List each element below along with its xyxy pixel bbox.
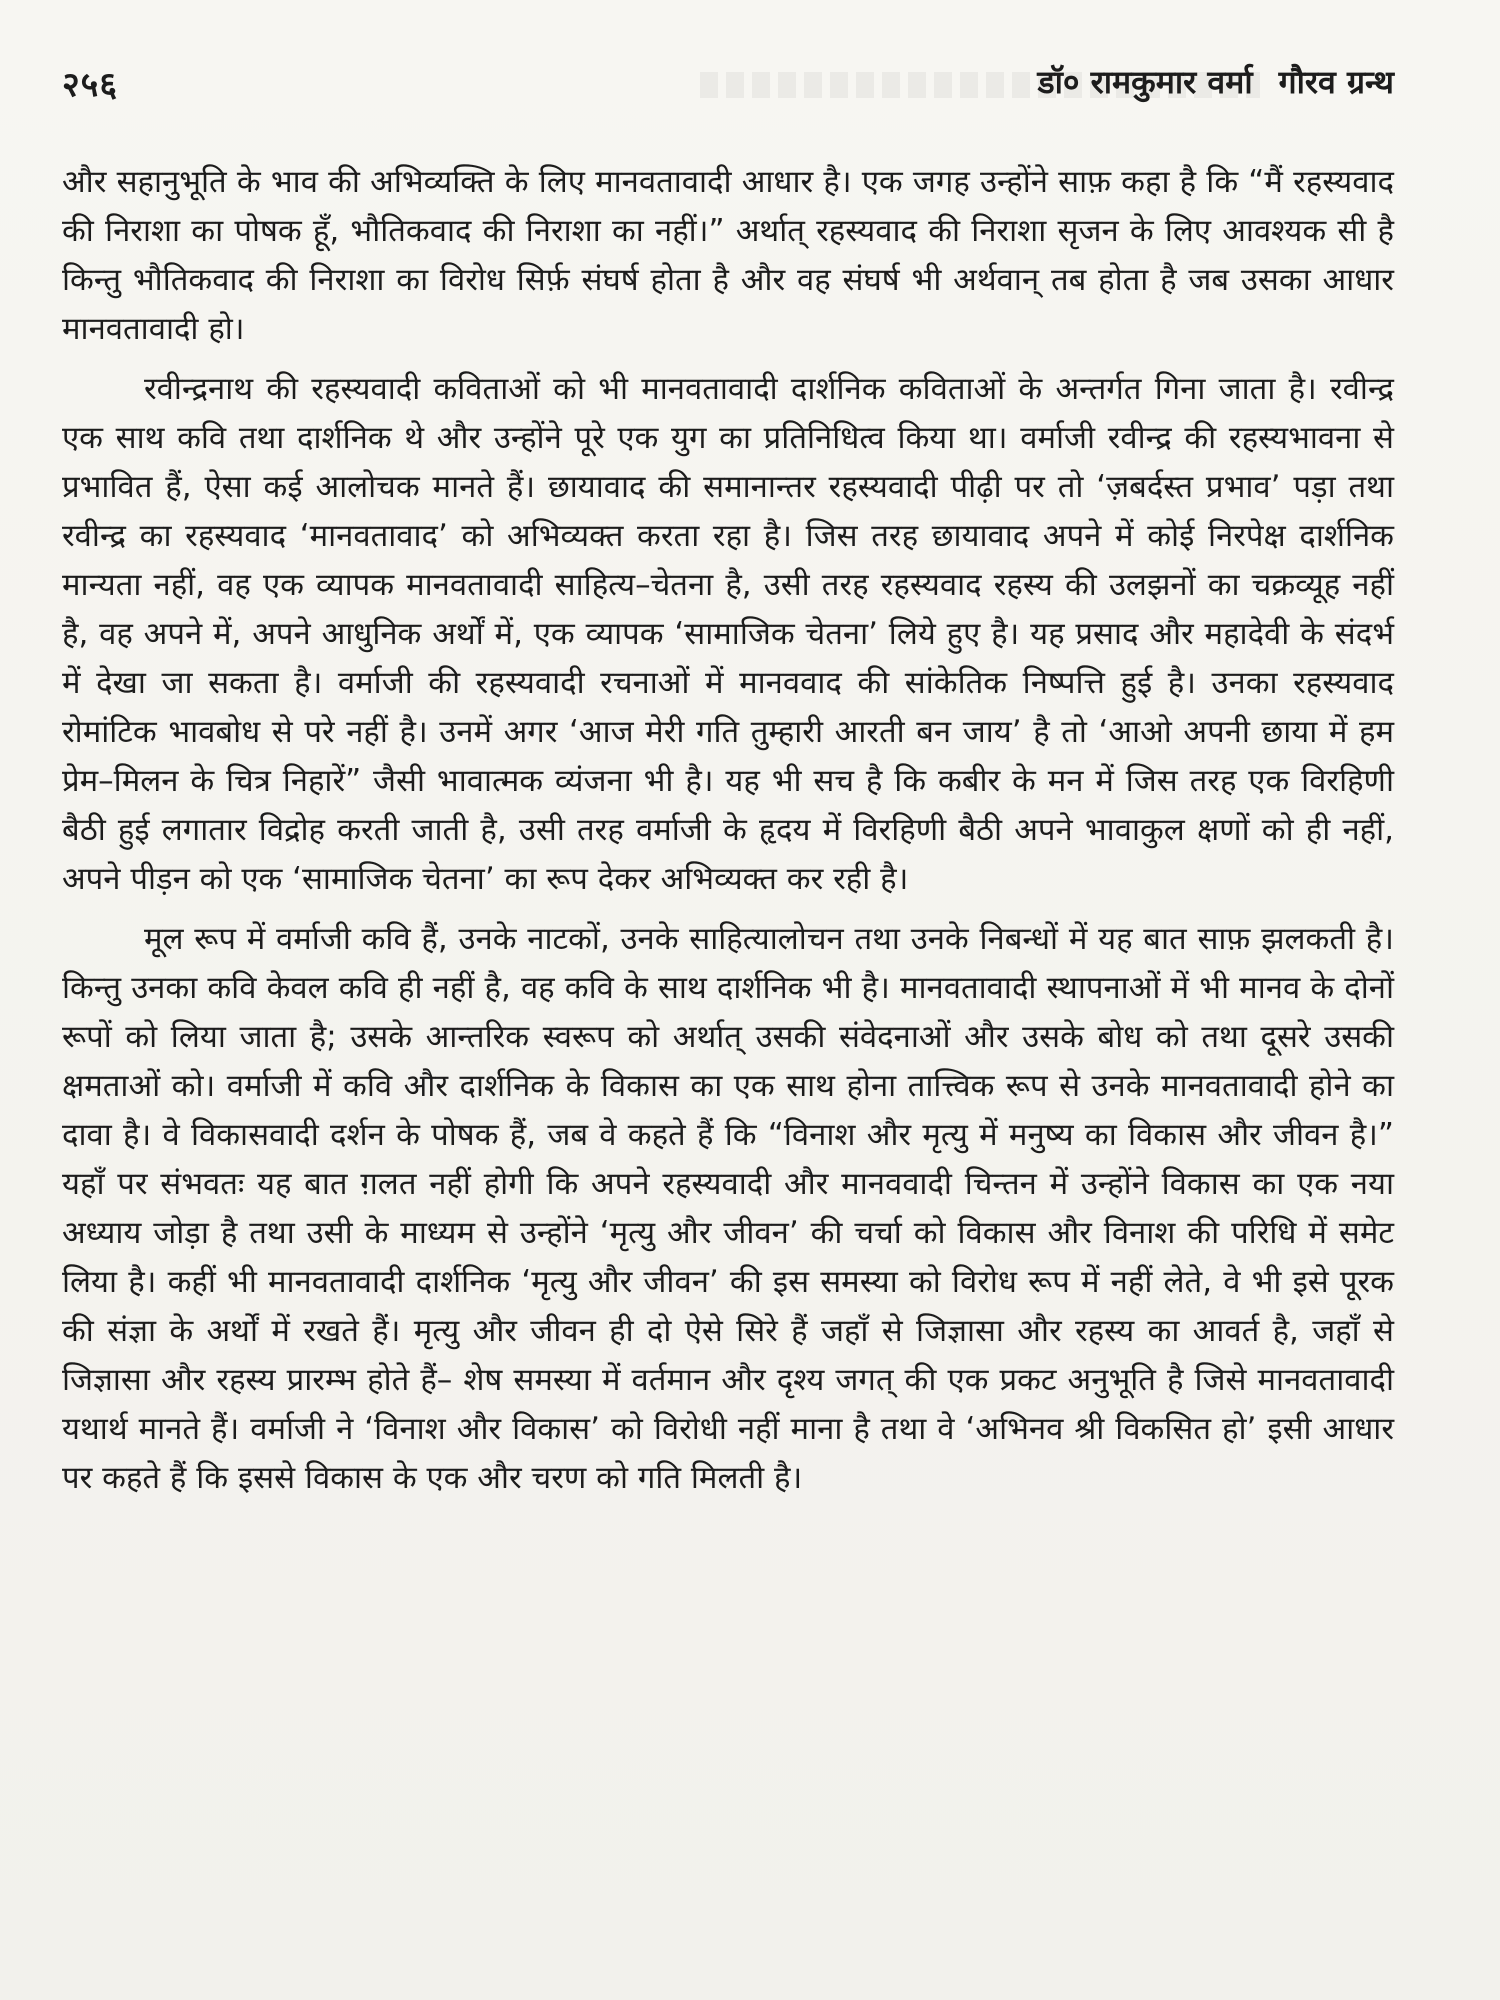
book-title: डॉ० रामकुमार वर्मा bbox=[1037, 63, 1253, 101]
paragraph-2: रवीन्द्रनाथ की रहस्यवादी कविताओं को भी मानवतावादी दार्शनिक कविताओं के अन्तर्गत गिना जाता है। रवीन्द्र एक साथ कवि तथा दार्शनिक थे और उन्होंने पूरे एक युग का प्रतिनिधित्व किया था। वर्माजी रवीन्द्र की रहस्यभावना से प्रभावित हैं, ऐसा कई आलोचक मानते हैं। छायावाद की समानान्तर रहस्यवादी पीढ़ी पर तो ‘ज़बर्दस्त प्रभाव’ पड़ा तथा रवीन्द्र का रहस्यवाद ‘मानवतावाद’ को अभिव्यक्त करता रहा है। जिस तरह छायावाद अपने में कोई निरपेक्ष दार्शनिक मान्यता नहीं, वह एक व्यापक मानवतावादी साहित्य–चेतना है, उसी तरह रहस्यवाद रहस्य की उलझनों का चक्रव्यूह नहीं है, वह अपने में, अपने आधुनिक अर्थों में, एक व्यापक ‘सामाजिक चेतना’ लिये हुए है। यह प्रसाद और महादेवी के संदर्भ में देखा जा सकता है। वर्माजी की रहस्यवादी रचनाओं में मानववाद की सांकेतिक निष्पत्ति हुई है। उनका रहस्यवाद रोमांटिक भावबोध से परे नहीं है। उनमें अगर ‘आज मेरी गति तुम्हारी आरती बन जाय’ है तो ‘आओ अपनी छाया में हम प्रेम–मिलन के चित्र निहारें” जैसी भावात्मक व्यंजना भी है। यह भी सच है कि कबीर के मन में जिस तरह एक विरहिणी बैठी हुई लगातार विद्रोह करती जाती है, उसी तरह वर्माजी के हृदय में विरहिणी बैठी अपने भावाकुल क्षणों को ही नहीं, अपने पीड़न को एक ‘सामाजिक चेतना’ का रूप देकर अभिव्यक्त कर रही है। bbox=[62, 371, 1394, 897]
paragraph-3: मूल रूप में वर्माजी कवि हैं, उनके नाटकों, उनके साहित्यालोचन तथा उनके निबन्धों में यह बात साफ़ झलकती है। किन्तु उनका कवि केवल कवि ही नहीं है, वह कवि के साथ दार्शनिक भी है। मानवतावादी स्थापनाओं में भी मानव के दोनों रूपों को लिया जाता है; उसके आन्तरिक स्वरूप को अर्थात् उसकी संवेदनाओं और उसके बोध को तथा दूसरे उसकी क्षमताओं को। वर्माजी में कवि और दार्शनिक के विकास का एक साथ होना तात्त्विक रूप से उनके मानवतावादी होने का दावा है। वे विकासवादी दर्शन के पोषक हैं, जब वे कहते हैं कि “विनाश और मृत्यु में मनुष्य का विकास और जीवन है।” यहाँ पर संभवतः यह बात ग़लत नहीं होगी कि अपने रहस्यवादी और मानववादी चिन्तन में उन्होंने विकास का एक नया अध्याय जोड़ा है तथा उसी के माध्यम से उन्होंने ‘मृत्यु और जीवन’ की चर्चा को विकास और विनाश की परिधि में समेट लिया है। कहीं भी मानवतावादी दार्शनिक ‘मृत्यु और जीवन’ की इस समस्या को विरोध रूप में नहीं लेते, वे भी इसे पूरक की संज्ञा के अर्थों में रखते हैं। मृत्यु और जीवन ही दो ऐसे सिरे हैं जहाँ से जिज्ञासा और रहस्य का आवर्त है, जहाँ से जिज्ञासा और रहस्य प्रारम्भ होते हैं– शेष समस्या में वर्तमान और दृश्य जगत् की एक प्रकट अनुभूति है जिसे मानवतावादी यथार्थ मानते हैं। वर्माजी ने ‘विनाश और विकास’ को विरोधी नहीं माना है तथा वे ‘अभिनव श्री विकसित हो’ इसी आधार पर कहते हैं कि इससे विकास के एक और चरण को गति मिलती है। bbox=[62, 921, 1394, 1496]
book-subtitle: गौरव ग्रन्थ bbox=[1278, 63, 1394, 101]
body-text bbox=[62, 158, 1394, 1514]
running-head bbox=[1037, 60, 1394, 103]
page-number: २५६ bbox=[62, 65, 119, 105]
page-header bbox=[62, 60, 1394, 104]
paragraph-1: और सहानुभूति के भाव की अभिव्यक्ति के लिए मानवतावादी आधार है। एक जगह उन्होंने साफ़ कहा है कि “मैं रहस्यवाद की निराशा का पोषक हूँ, भौतिकवाद की निराशा का नहीं।” अर्थात् रहस्यवाद की निराशा सृजन के लिए आवश्यक सी है किन्तु भौतिकवाद की निराशा का विरोध सिर्फ़ संघर्ष होता है और वह संघर्ष भी अर्थवान् तब होता है जब उसका आधार मानवतावादी हो। bbox=[62, 164, 1394, 347]
